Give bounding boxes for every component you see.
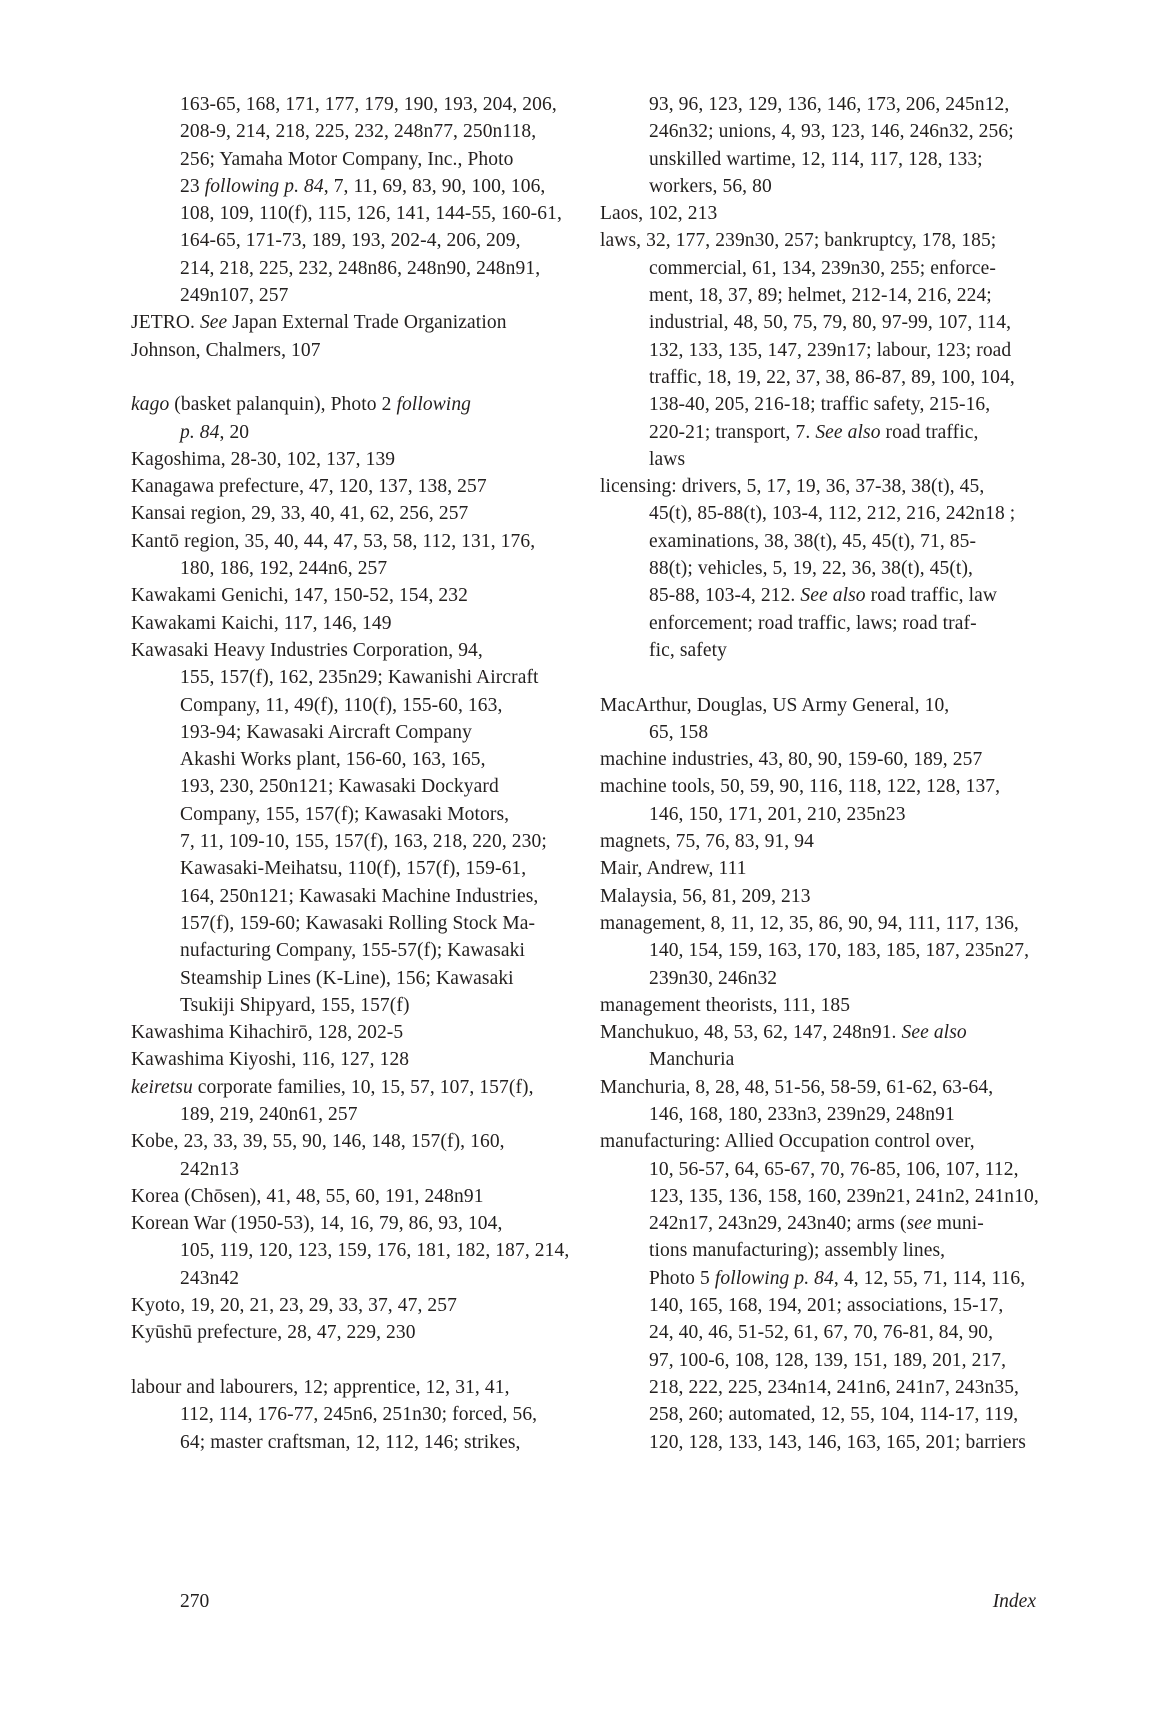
page-footer	[0, 1588, 1160, 1616]
index-text: 85-88, 103-4, 212.	[649, 585, 801, 607]
index-line	[131, 227, 531, 254]
index-line	[131, 1019, 531, 1046]
index-line	[131, 582, 531, 609]
index-text: ment, 18, 37, 89; helmet, 212-14, 216, 224;	[649, 285, 992, 307]
index-line	[131, 1292, 531, 1319]
index-text-italic: See also	[815, 421, 881, 443]
index-line	[600, 1319, 1040, 1346]
index-text: magnets, 75, 76, 83, 91, 94	[600, 831, 814, 853]
index-text: 246n32; unions, 4, 93, 123, 146, 246n32, 256;	[649, 121, 1014, 143]
index-line	[131, 528, 536, 555]
index-text: Company, 11, 49(f), 110(f), 155-60, 163,	[180, 694, 503, 716]
index-line	[131, 610, 531, 637]
index-text: 88(t); vehicles, 5, 19, 22, 36, 38(t), 45(t),	[649, 558, 974, 580]
index-line	[131, 473, 531, 500]
index-line	[131, 255, 541, 282]
index-text: 23	[180, 175, 205, 197]
index-line	[600, 610, 1040, 637]
index-line	[131, 337, 531, 364]
index-line	[131, 146, 531, 173]
index-text-italic: following p. 84	[714, 1267, 834, 1289]
index-text: 220-21; transport, 7.	[649, 421, 816, 443]
index-line	[131, 1183, 531, 1210]
index-line	[131, 1210, 531, 1237]
index-text: 193-94; Kawasaki Aircraft Company	[180, 721, 472, 743]
index-line	[131, 1156, 531, 1183]
index-line	[600, 692, 1040, 719]
index-line	[131, 801, 531, 828]
index-line	[131, 419, 531, 446]
index-text: Kawakami Kaichi, 117, 146, 149	[131, 612, 392, 634]
index-text: 218, 222, 225, 234n14, 241n6, 241n7, 243n35,	[649, 1376, 1020, 1398]
index-line	[131, 828, 547, 855]
index-text: 239n30, 246n32	[649, 967, 778, 989]
index-text: 164, 250n121; Kawasaki Machine Industries,	[180, 885, 539, 907]
index-line	[600, 1429, 1040, 1456]
index-text-italic: keiretsu	[131, 1076, 193, 1098]
index-text: unskilled wartime, 12, 114, 117, 128, 133;	[649, 148, 983, 170]
index-text: Laos, 102, 213	[600, 203, 718, 225]
index-line	[131, 309, 531, 336]
page-number: 270	[180, 1591, 210, 1612]
index-line	[131, 200, 562, 227]
index-text: Manchuria, 8, 28, 48, 51-56, 58-59, 61-62, 63-64,	[600, 1076, 994, 1098]
index-text: Kagoshima, 28-30, 102, 137, 139	[131, 448, 396, 470]
index-text: examinations, 38, 38(t), 45, 45(t), 71, 85-	[649, 530, 977, 552]
index-text: machine industries, 43, 80, 90, 159-60, 189, 257	[600, 749, 983, 771]
index-line	[131, 937, 531, 964]
index-text: Manchukuo, 48, 53, 62, 147, 248n91.	[600, 1022, 902, 1044]
index-text: (basket palanquin), Photo 2	[169, 394, 397, 416]
index-text: 146, 168, 180, 233n3, 239n29, 248n91	[649, 1103, 955, 1125]
index-line	[131, 1074, 534, 1101]
index-line	[600, 1265, 1040, 1292]
index-line	[600, 1374, 1040, 1401]
index-line	[131, 855, 531, 882]
index-line	[600, 1237, 1040, 1264]
index-line	[131, 1401, 538, 1428]
index-line	[131, 446, 531, 473]
index-line	[600, 965, 1040, 992]
index-text: Kawasaki Heavy Industries Corporation, 94,	[131, 639, 483, 661]
index-text: traffic, 18, 19, 22, 37, 38, 86-87, 89, 100, 104,	[649, 366, 1015, 388]
index-text: Japan External Trade Organization	[227, 312, 507, 334]
index-text: 24, 40, 46, 51-52, 61, 67, 70, 76-81, 84, 90,	[649, 1322, 994, 1344]
index-line	[600, 446, 1040, 473]
index-text: corporate families, 10, 15, 57, 107, 157(f),	[192, 1076, 534, 1098]
index-text: MacArthur, Douglas, US Army General, 10,	[600, 694, 950, 716]
index-text-italic: following	[396, 394, 472, 416]
index-text: management theorists, 111, 185	[600, 994, 851, 1016]
index-line	[600, 419, 1040, 446]
index-text: muni-	[931, 1213, 984, 1235]
index-line	[600, 1156, 1040, 1183]
index-text: laws	[649, 448, 686, 470]
index-text: Steamship Lines (K-Line), 156; Kawasaki	[180, 967, 514, 989]
index-line	[600, 582, 1040, 609]
index-line	[600, 118, 1040, 145]
index-text: 256; Yamaha Motor Company, Inc., Photo	[180, 148, 514, 170]
index-line	[600, 91, 1040, 118]
index-text: 120, 128, 133, 143, 146, 163, 165, 201; barriers	[649, 1431, 1026, 1453]
index-line	[600, 391, 1040, 418]
index-left-column	[131, 91, 570, 1456]
index-text: fic, safety	[649, 639, 727, 661]
index-text: 64; master craftsman, 12, 112, 146; strikes,	[180, 1431, 521, 1453]
index-text: 123, 135, 136, 158, 160, 239n21, 241n2, 241n10,	[649, 1185, 1039, 1207]
index-text: 242n13	[180, 1158, 240, 1180]
index-line	[600, 364, 1040, 391]
index-line	[131, 664, 539, 691]
index-text: industrial, 48, 50, 75, 79, 80, 97-99, 107, 114,	[649, 312, 1012, 334]
index-line	[131, 637, 531, 664]
index-line	[600, 1401, 1040, 1428]
index-text: Kawakami Genichi, 147, 150-52, 154, 232	[131, 585, 468, 607]
index-text: 45(t), 85-88(t), 103-4, 112, 212, 216, 242n18 ;	[649, 503, 1016, 525]
index-line	[600, 146, 1040, 173]
index-line	[131, 992, 531, 1019]
blank-line	[131, 1347, 531, 1374]
index-text: road traffic,	[880, 421, 979, 443]
index-text: Kawashima Kiyoshi, 116, 127, 128	[131, 1049, 410, 1071]
index-text: 164-65, 171-73, 189, 193, 202-4, 206, 209,	[180, 230, 521, 252]
index-line	[600, 1128, 1040, 1155]
index-text: commercial, 61, 134, 239n30, 255; enforce-	[649, 257, 996, 279]
index-line	[600, 773, 1040, 800]
index-text: Mair, Andrew, 111	[600, 858, 747, 880]
index-line	[131, 91, 557, 118]
index-text: enforcement; road traffic, laws; road traf-	[649, 612, 977, 634]
index-text: Kawasaki-Meihatsu, 110(f), 157(f), 159-61,	[180, 858, 527, 880]
index-text: Akashi Works plant, 156-60, 163, 165,	[180, 749, 486, 771]
index-line	[600, 637, 1040, 664]
index-text-italic: see	[906, 1213, 932, 1235]
index-text: 105, 119, 120, 123, 159, 176, 181, 182, 187, 214,	[180, 1240, 570, 1262]
index-text: 243n42	[180, 1267, 240, 1289]
index-text: 138-40, 205, 216-18; traffic safety, 215-16,	[649, 394, 991, 416]
index-text: 180, 186, 192, 244n6, 257	[180, 558, 388, 580]
index-text: 93, 96, 123, 129, 136, 146, 173, 206, 245n12,	[649, 94, 1010, 115]
index-line	[131, 1429, 531, 1456]
index-line	[131, 965, 531, 992]
index-line	[131, 1374, 531, 1401]
index-line	[600, 227, 1040, 254]
index-line	[600, 555, 1040, 582]
index-text-italic: following p. 84	[204, 175, 324, 197]
blank-line	[131, 364, 531, 391]
index-line	[600, 1074, 1040, 1101]
index-line	[600, 528, 1040, 555]
index-line	[600, 883, 1040, 910]
index-text: Kantō region, 35, 40, 44, 47, 53, 58, 112, 131, 176,	[131, 530, 536, 552]
index-line	[600, 473, 1040, 500]
index-text: 193, 230, 250n121; Kawasaki Dockyard	[180, 776, 499, 798]
index-line	[600, 200, 1040, 227]
index-text: , 7, 11, 69, 83, 90, 100, 106,	[323, 175, 546, 197]
index-text: 242n17, 243n29, 243n40; arms (	[649, 1213, 907, 1235]
index-text: Manchuria	[649, 1049, 735, 1071]
index-text: , 4, 12, 55, 71, 114, 116,	[833, 1267, 1026, 1289]
index-line	[600, 1183, 1040, 1210]
index-line	[131, 1101, 531, 1128]
index-text: 163-65, 168, 171, 177, 179, 190, 193, 204, 206,	[180, 94, 557, 115]
index-line	[131, 1128, 531, 1155]
index-text: Kobe, 23, 33, 39, 55, 90, 146, 148, 157(f), 160,	[131, 1131, 505, 1153]
index-line	[131, 1265, 531, 1292]
index-line	[600, 828, 1040, 855]
index-line	[600, 992, 1040, 1019]
index-text: Kanagawa prefecture, 47, 120, 137, 138, 257	[131, 476, 487, 498]
index-text: 258, 260; automated, 12, 55, 104, 114-17, 119,	[649, 1404, 1019, 1426]
index-line	[131, 555, 531, 582]
index-text: Korean War (1950-53), 14, 16, 79, 86, 93, 104,	[131, 1213, 503, 1235]
index-text-italic: p. 84	[180, 421, 220, 443]
index-line	[131, 1237, 570, 1264]
index-text: JETRO.	[131, 312, 200, 334]
index-text: Malaysia, 56, 81, 209, 213	[600, 885, 811, 907]
index-line	[131, 746, 531, 773]
index-text: 208-9, 214, 218, 225, 232, 248n77, 250n118,	[180, 121, 537, 143]
index-text: 249n107, 257	[180, 285, 289, 307]
index-text: Johnson, Chalmers, 107	[131, 339, 321, 361]
index-text: manufacturing: Allied Occupation control over,	[600, 1131, 975, 1153]
index-text: 65, 158	[649, 721, 709, 743]
index-line	[600, 309, 1040, 336]
index-text: tions manufacturing); assembly lines,	[649, 1240, 946, 1262]
index-line	[600, 855, 1040, 882]
index-line	[600, 1101, 1040, 1128]
index-line	[600, 801, 1040, 828]
index-text: 132, 133, 135, 147, 239n17; labour, 123; road	[649, 339, 1012, 361]
blank-line	[600, 664, 1040, 691]
index-text: Kyoto, 19, 20, 21, 23, 29, 33, 37, 47, 257	[131, 1295, 457, 1317]
index-text: 97, 100-6, 108, 128, 139, 151, 189, 201, 217,	[649, 1349, 1007, 1371]
index-line	[600, 719, 1040, 746]
index-text: 214, 218, 225, 232, 248n86, 248n90, 248n91,	[180, 257, 541, 279]
index-text: Tsukiji Shipyard, 155, 157(f)	[180, 994, 410, 1016]
index-text: 7, 11, 109-10, 155, 157(f), 163, 218, 220, 230;	[180, 831, 547, 853]
index-line	[600, 173, 1040, 200]
index-text: 140, 165, 168, 194, 201; associations, 15-17,	[649, 1295, 1004, 1317]
index-text: nufacturing Company, 155-57(f); Kawasaki	[180, 940, 525, 962]
index-text: Korea (Chōsen), 41, 48, 55, 60, 191, 248n91	[131, 1185, 484, 1207]
index-line	[600, 337, 1040, 364]
index-text: road traffic, law	[865, 585, 998, 607]
index-text-italic: See also	[901, 1022, 967, 1044]
index-text: labour and labourers, 12; apprentice, 12, 31, 41,	[131, 1376, 510, 1398]
index-line	[131, 719, 531, 746]
index-text: 108, 109, 110(f), 115, 126, 141, 144-55, 160-61,	[180, 203, 562, 225]
index-text-italic: kago	[131, 394, 170, 416]
index-text: management, 8, 11, 12, 35, 86, 90, 94, 111, 117, 136,	[600, 912, 1019, 934]
index-line	[131, 282, 531, 309]
index-text: , 20	[219, 421, 250, 443]
index-text: 155, 157(f), 162, 235n29; Kawanishi Aircraft	[180, 667, 539, 689]
index-text: laws, 32, 177, 239n30, 257; bankruptcy, 178, 185;	[600, 230, 997, 252]
index-line	[131, 1046, 531, 1073]
index-line	[600, 255, 1040, 282]
index-text: licensing: drivers, 5, 17, 19, 36, 37-38, 38(t), 45,	[600, 476, 985, 498]
index-line	[600, 910, 1040, 937]
index-line	[600, 1292, 1040, 1319]
running-footer-section-title: Index	[992, 1591, 1036, 1612]
index-line	[131, 883, 539, 910]
index-text-italic: See also	[800, 585, 866, 607]
index-text: Kawashima Kihachirō, 128, 202-5	[131, 1022, 404, 1044]
index-text: 10, 56-57, 64, 65-67, 70, 76-85, 106, 107, 112,	[649, 1158, 1019, 1180]
index-line	[131, 173, 546, 200]
index-line	[131, 692, 531, 719]
index-line	[600, 937, 1040, 964]
index-line	[600, 1046, 1040, 1073]
index-text: Kyūshū prefecture, 28, 47, 229, 230	[131, 1322, 416, 1344]
index-text: Company, 155, 157(f); Kawasaki Motors,	[180, 803, 510, 825]
index-line	[131, 391, 531, 418]
index-text: machine tools, 50, 59, 90, 116, 118, 122, 128, 137,	[600, 776, 1001, 798]
index-text: 157(f), 159-60; Kawasaki Rolling Stock Ma-	[180, 912, 536, 934]
index-text: 146, 150, 171, 201, 210, 235n23	[649, 803, 906, 825]
index-line	[600, 1347, 1040, 1374]
index-text: 189, 219, 240n61, 257	[180, 1103, 358, 1125]
index-line	[131, 773, 531, 800]
index-text-italic: See	[199, 312, 228, 334]
index-line	[131, 1319, 531, 1346]
index-text: Photo 5	[649, 1267, 715, 1289]
index-line	[131, 118, 537, 145]
index-line	[600, 282, 1040, 309]
index-line	[600, 746, 1040, 773]
index-line	[131, 500, 531, 527]
index-line	[600, 1019, 1040, 1046]
index-text: Kansai region, 29, 33, 40, 41, 62, 256, 257	[131, 503, 469, 525]
index-right-column	[600, 91, 1040, 1456]
index-line	[131, 910, 536, 937]
index-text: workers, 56, 80	[649, 175, 772, 197]
index-line	[600, 500, 1040, 527]
index-line	[600, 1210, 1040, 1237]
index-text: 112, 114, 176-77, 245n6, 251n30; forced, 56,	[180, 1404, 538, 1426]
index-text: 140, 154, 159, 163, 170, 183, 185, 187, 235n27,	[649, 940, 1030, 962]
